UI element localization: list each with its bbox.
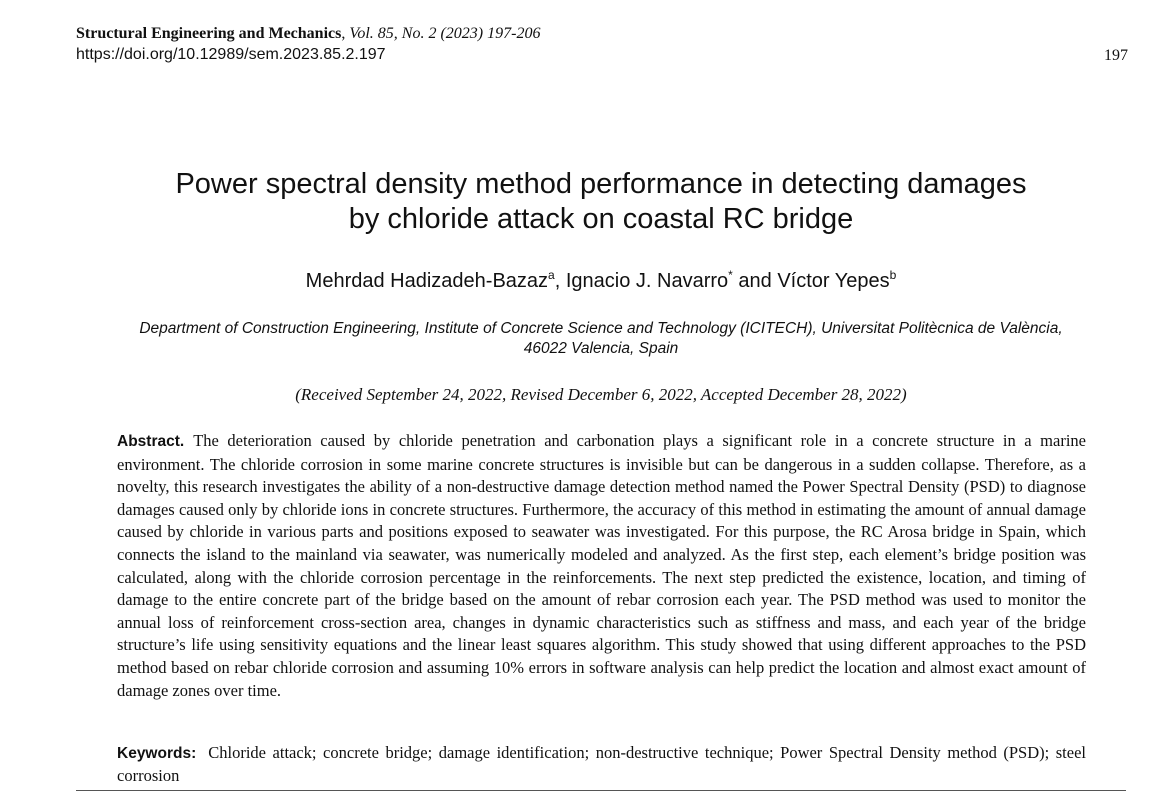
abstract	[117, 430, 1086, 702]
affiliation	[92, 319, 1110, 359]
journal-separator: ,	[341, 25, 346, 42]
author-name: Víctor Yepes	[777, 270, 890, 292]
author-affiliation-mark: b	[889, 268, 897, 282]
section-divider	[76, 790, 1126, 791]
journal-name: Structural Engineering and Mechanics	[76, 25, 342, 42]
author-name: Mehrdad Hadizadeh-Bazaz	[305, 270, 549, 292]
affiliation-line-1: Department of Construction Engineering, Institute of Concrete Science and Technology (ICITECH), Universitat Politècnica de València,	[139, 320, 1063, 337]
paper-title	[60, 167, 1142, 237]
author-separator: and	[732, 270, 778, 292]
corresponding-author-mark: *	[728, 268, 733, 282]
keywords	[117, 742, 1086, 787]
abstract-label: Abstract.	[117, 433, 185, 450]
author-name: Ignacio J. Navarro	[565, 270, 729, 292]
title-line-1: Power spectral density method performance in detecting damages	[175, 168, 1027, 200]
doi-link[interactable]: https://doi.org/10.12989/sem.2023.85.2.197	[76, 46, 386, 63]
author-separator: ,	[554, 270, 566, 292]
abstract-text: The deterioration caused by chloride penetration and carbonation plays a significant role in a concrete structure in a marine environment. The chloride corrosion in some marine concrete structures is invisible but can be dangerous in a sudden collapse. Therefore, as a novelty, this research investigates the ability of a non-destructive damage detection method named the Power Spectral Density (PSD) to diagnose damages caused only by chloride ions in concrete structures. Furthermore, the accuracy of this method in estimating the amount of annual damage caused by chloride in various parts and positions exposed to seawater was investigated. For this purpose, the RC Arosa bridge in Spain, which connects the island to the mainland via seawater, was numerically modeled and analyzed. As the first step, each element’s bridge position was calculated, along with the chloride corrosion percentage in the reinforcements. The next step predicted the existence, location, and timing of damage to the entire concrete part of the bridge based on the amount of rebar corrosion each year. The PSD method was used to monitor the annual loss of reinforcement cross-section area, changes in dynamic characteristics such as stiffness and mass, and each year of the bridge structure’s life using sensitivity equations and the linear least squares algorithm. This study showed that using different approaches to the PSD method based on rebar chloride corrosion and assuming 10% errors in software analysis can help predict the location and almost exact amount of damage zones over time.	[117, 431, 1086, 700]
journal-citation	[76, 24, 540, 44]
author-affiliation-mark: a	[548, 268, 555, 282]
title-line-2: by chloride attack on coastal RC bridge	[348, 203, 854, 235]
volume-info: Vol. 85, No. 2 (2023) 197-206	[349, 25, 541, 42]
affiliation-line-2: 46022 Valencia, Spain	[523, 340, 679, 357]
page-number: 197	[1104, 47, 1128, 64]
author-list	[60, 268, 1142, 294]
keywords-text: Chloride attack; concrete bridge; damage identification; non-destructive technique; Power Spectral Density method (PSD); steel corrosion	[117, 743, 1086, 785]
received-dates: (Received September 24, 2022, Revised December 6, 2022, Accepted December 28, 2022)	[295, 385, 907, 404]
keywords-label: Keywords:	[117, 745, 197, 762]
